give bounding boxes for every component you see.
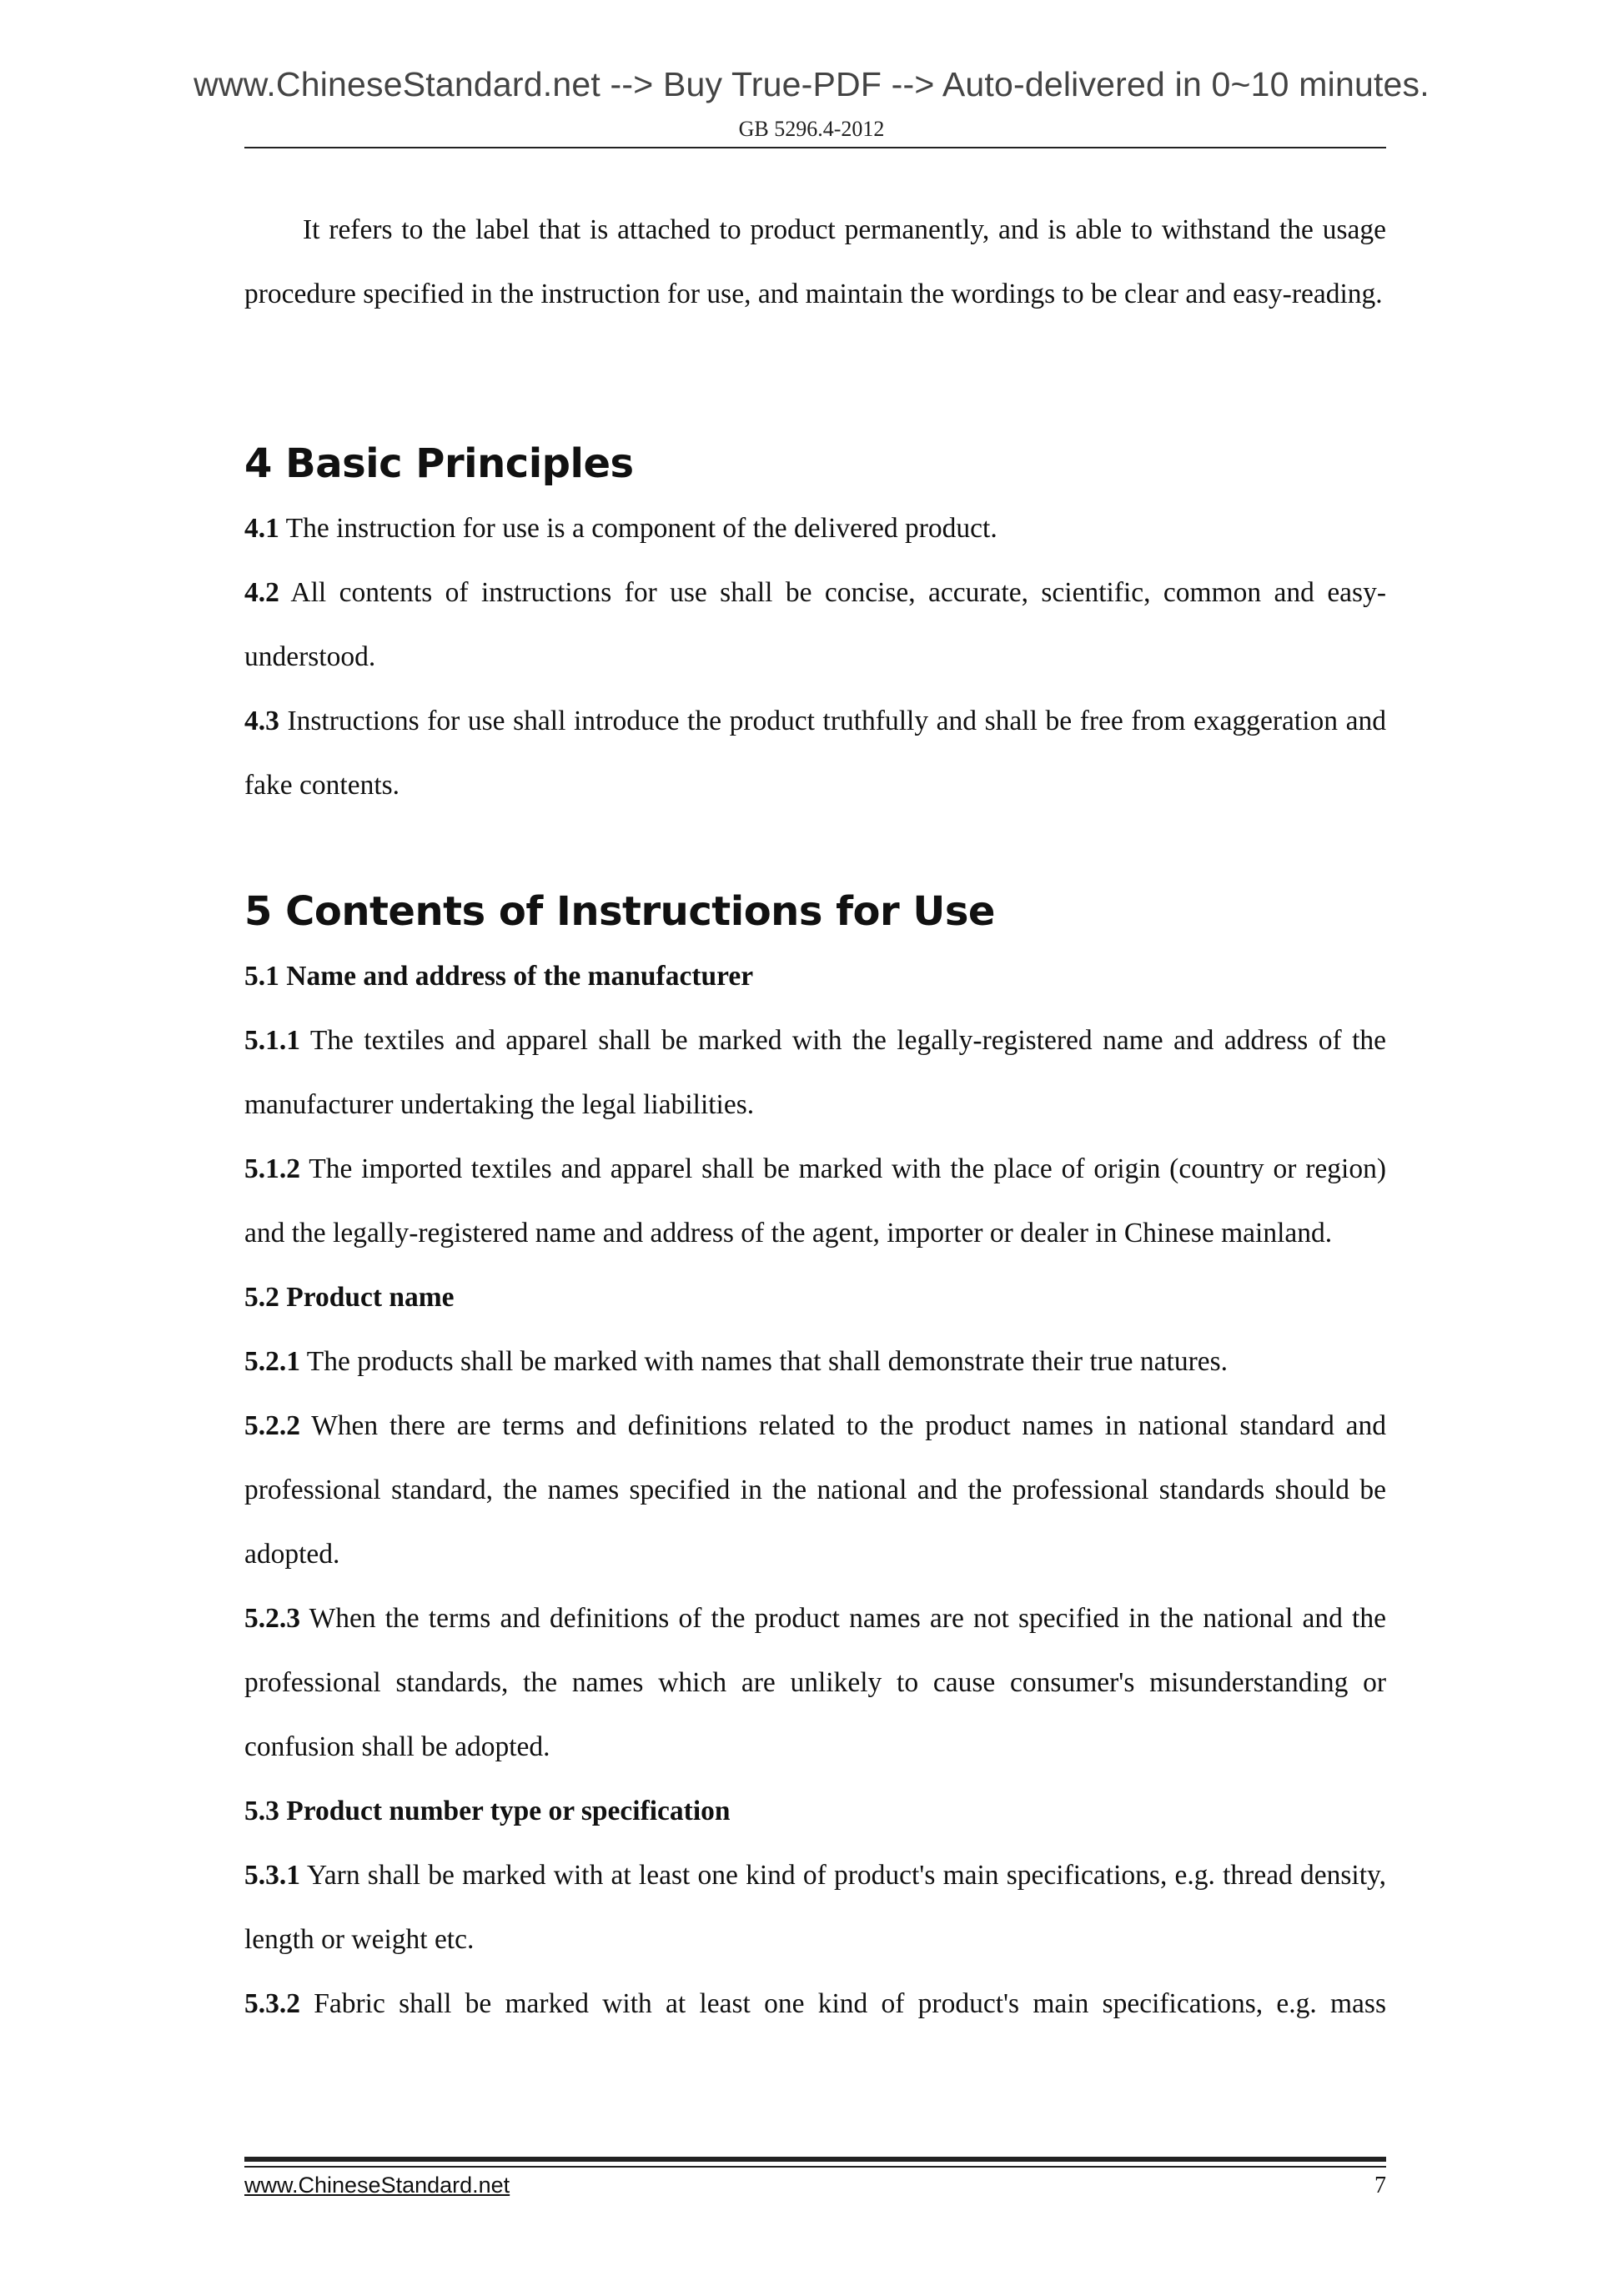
- clause-number: 4.3: [244, 706, 279, 736]
- clause-text: Yarn shall be marked with at least one kind of product's main specifications, e.g. thread density, length or weight etc.: [244, 1860, 1386, 1955]
- clause-text: Fabric shall be marked with at least one kind of product's main specifications, e.g. mass: [314, 1988, 1387, 2019]
- clause-number: 5.2.3: [244, 1603, 300, 1634]
- clause-number: 5.1.2: [244, 1153, 300, 1184]
- header-rule: [244, 147, 1386, 148]
- clause-text: When the terms and definitions of the product names are not specified in the national and the professional standards, the names which are unlikely to cause consumer's misunderstanding or confusion shall be adopted.: [244, 1603, 1386, 1762]
- section-4-heading: 4 Basic Principles: [244, 440, 634, 487]
- clause-number: 5.3.1: [244, 1860, 300, 1891]
- clause-number: 5.2.2: [244, 1410, 300, 1441]
- clause-number: 5.3.2: [244, 1988, 300, 2019]
- footer-site-link[interactable]: www.ChineseStandard.net: [244, 2173, 510, 2198]
- clause-text: Instructions for use shall introduce the product truthfully and shall be free from exaggeration and fake contents.: [244, 706, 1387, 801]
- intro-paragraph: It refers to the label that is attached to product permanently, and is able to withstand the usage procedure specified in the instruction for use, and maintain the wordings to be clear and easy-reading.: [244, 214, 1386, 309]
- clause-text: When there are terms and definitions related to the product names in national standard and professional standard, the names specified in the national and the professional standards should be adopted.: [244, 1410, 1386, 1570]
- clause-text: All contents of instructions for use shall be concise, accurate, scientific, common and easy-understood.: [244, 577, 1386, 672]
- clause-text: The products shall be marked with names that shall demonstrate their true natures.: [306, 1346, 1229, 1377]
- clause-5-3-2: [244, 1972, 1386, 2036]
- clause-4-2: [244, 560, 1386, 689]
- intro-block: [244, 198, 1386, 326]
- section-4: [244, 432, 1386, 817]
- clause-5-1-1: [244, 1008, 1386, 1137]
- clause-5-2-3: [244, 1586, 1386, 1779]
- footer-rule-thin: [244, 2166, 1386, 2168]
- standard-code: GB 5296.4-2012: [738, 117, 885, 141]
- clause-number: 5.2.1: [244, 1346, 300, 1377]
- page-number: 7: [1374, 2173, 1386, 2198]
- section-5-heading: 5 Contents of Instructions for Use: [244, 888, 995, 935]
- clause-text: The instruction for use is a component of the delivered product.: [285, 513, 997, 544]
- subsection-5-2-heading: 5.2 Product name: [244, 1282, 455, 1313]
- subsection-5-3-heading: 5.3 Product number type or specification: [244, 1796, 731, 1826]
- clause-number: 4.1: [244, 513, 279, 544]
- clause-5-2-1: [244, 1329, 1386, 1394]
- clause-number: 4.2: [244, 577, 279, 608]
- site-banner: www.ChineseStandard.net --> Buy True-PDF --> Auto-delivered in 0~10 minutes.: [193, 65, 1430, 103]
- clause-number: 5.1.1: [244, 1025, 300, 1056]
- clause-text: The textiles and apparel shall be marked with the legally-registered name and address of the manufacturer undertaking the legal liabilities.: [244, 1025, 1386, 1120]
- clause-5-1-2: [244, 1137, 1386, 1265]
- footer-rule-thick: [244, 2157, 1386, 2162]
- clause-5-3-1: [244, 1843, 1386, 1972]
- clause-4-1: [244, 496, 1386, 560]
- clause-text: The imported textiles and apparel shall be marked with the place of origin (country or region) and the legally-registered name and address of the agent, importer or dealer in Chinese mainland.: [244, 1153, 1386, 1248]
- subsection-5-1-heading: 5.1 Name and address of the manufacturer: [244, 961, 754, 992]
- clause-5-2-2: [244, 1394, 1386, 1586]
- section-5: [244, 880, 1386, 2036]
- clause-4-3: [244, 689, 1386, 817]
